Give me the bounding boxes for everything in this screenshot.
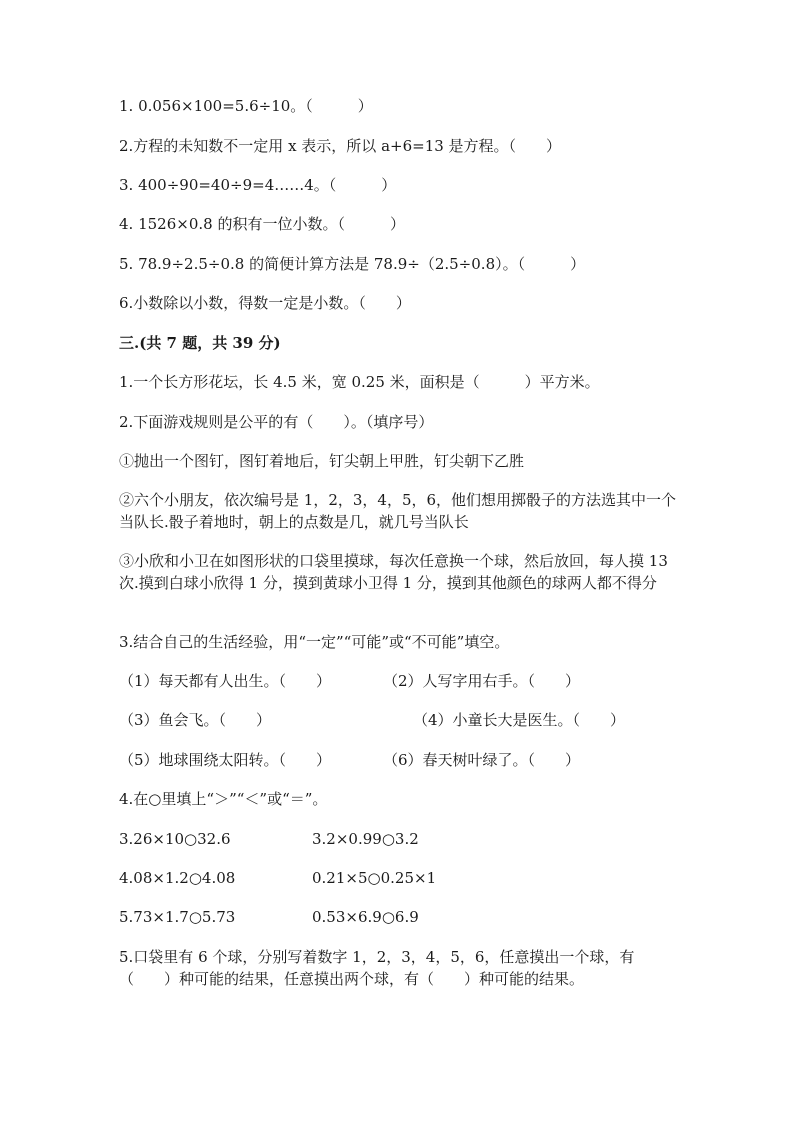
judge-item-6: 6.小数除以小数，得数一定是小数。（ ） bbox=[119, 294, 411, 312]
question-4-item-5: 5.73×1.7○5.73 bbox=[119, 908, 236, 926]
judge-item-3: 3. 400÷90=40÷9=4……4。（ ） bbox=[119, 176, 397, 194]
judge-item-4: 4. 1526×0.8 的积有一位小数。（ ） bbox=[119, 215, 405, 233]
question-4-stem: 4.在○里填上“＞”“＜”或“＝”。 bbox=[119, 790, 328, 808]
question-2-stem: 2.下面游戏规则是公平的有（ ）。（填序号） bbox=[119, 413, 434, 431]
question-1: 1.一个长方形花坛，长 4.5 米，宽 0.25 米，面积是（ ）平方米。 bbox=[119, 373, 600, 391]
question-4-item-1: 3.26×10○32.6 bbox=[119, 830, 231, 848]
question-3-stem: 3.结合自己的生活经验，用“一定”“可能”或“不可能”填空。 bbox=[119, 633, 510, 651]
judge-item-2: 2.方程的未知数不一定用 x 表示，所以 a+6=13 是方程。（ ） bbox=[119, 137, 562, 155]
question-3-item-6: （6）春天树叶绿了。（ ） bbox=[383, 751, 581, 769]
judge-item-5: 5. 78.9÷2.5÷0.8 的简便计算方法是 78.9÷（2.5÷0.8）。（ ） bbox=[119, 255, 586, 273]
question-3-item-5: （5）地球围绕太阳转。（ ） bbox=[119, 751, 332, 769]
section-3-heading: 三.(共 7 题，共 39 分) bbox=[119, 334, 281, 352]
question-3-item-1: （1）每天都有人出生。（ ） bbox=[119, 672, 332, 690]
question-5-line-2: （ ）种可能的结果，任意摸出两个球，有（ ）种可能的结果。 bbox=[119, 970, 585, 988]
judge-item-1: 1. 0.056×100=5.6÷10。（ ） bbox=[119, 97, 373, 115]
question-3-item-3: （3）鱼会飞。（ ） bbox=[119, 711, 272, 729]
question-4-item-3: 4.08×1.2○4.08 bbox=[119, 869, 236, 887]
question-4-item-6: 0.53×6.9○6.9 bbox=[312, 908, 419, 926]
question-2-option-2: ②六个小朋友，依次编号是 1，2，3，4，5，6，他们想用掷骰子的方法选其中一个当队长.骰子着地时，朝上的点数是几，就几号当队长 bbox=[119, 491, 677, 531]
question-4-item-2: 3.2×0.99○3.2 bbox=[312, 830, 419, 848]
question-2-option-1: ①抛出一个图钉，图钉着地后，钉尖朝上甲胜，钉尖朝下乙胜 bbox=[119, 452, 525, 470]
question-5-line-1: 5.口袋里有 6 个球，分别写着数字 1，2，3，4，5，6，任意摸出一个球，有 bbox=[119, 948, 635, 966]
question-3-item-2: （2）人写字用右手。（ ） bbox=[383, 672, 581, 690]
question-2-option-3: ③小欣和小卫在如图形状的口袋里摸球，每次任意换一个球，然后放回，每人摸 13 次.摸到白球小欣得 1 分，摸到黄球小卫得 1 分，摸到其他颜色的球两人都不得分 bbox=[119, 552, 668, 592]
question-4-item-4: 0.21×5○0.25×1 bbox=[312, 869, 437, 887]
question-3-item-4: （4）小童长大是医生。（ ） bbox=[413, 711, 626, 729]
